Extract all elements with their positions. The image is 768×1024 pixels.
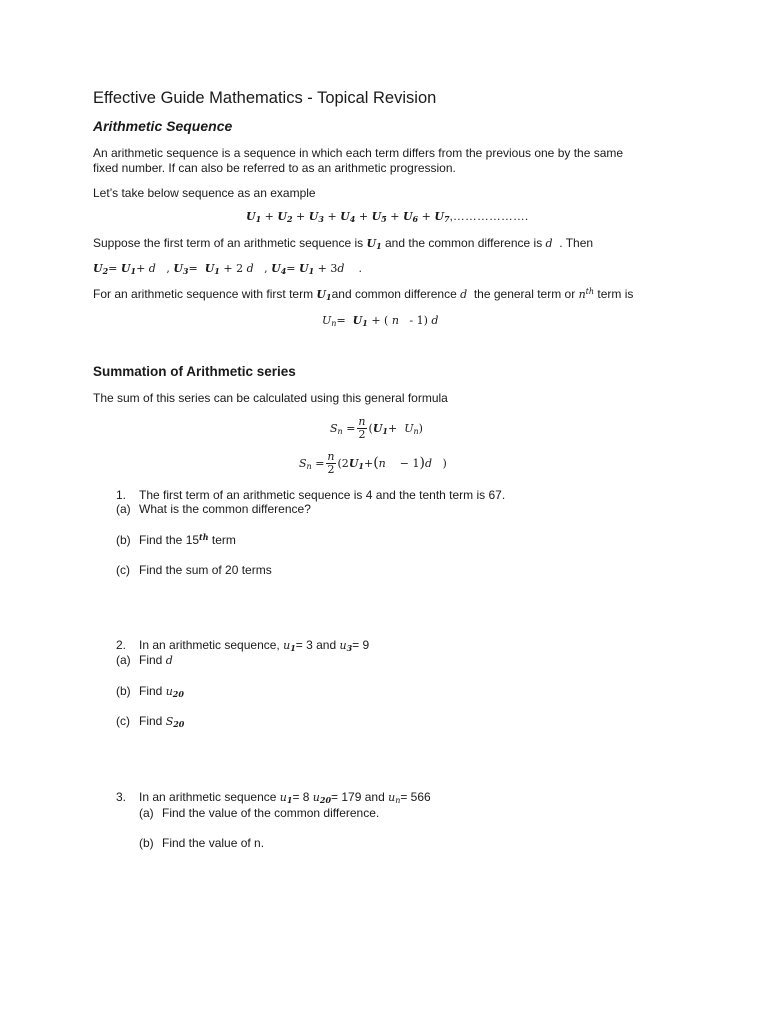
suppose-line: Suppose the first term of an arithmetic sequence is $U_1$ and the common difference is d . Then xyxy=(93,236,594,251)
q2-text-mid: = 3 and xyxy=(295,638,337,652)
q2-text-post: = 9 xyxy=(352,638,370,652)
section-heading-summation: Summation of Arithmetic series xyxy=(93,364,296,379)
q3-b-label: (b) xyxy=(139,836,154,850)
q3-text-pre: In an arithmetic sequence xyxy=(139,790,277,804)
q3-a-text: Find the value of the common difference. xyxy=(162,806,380,820)
terms-line: $U_2= U_1+ d$ , $U_3= U_1 + 2$ d , $U_4= U_1 + 3d$ . xyxy=(93,262,362,276)
example-intro: Let’s take below sequence as an example xyxy=(93,186,316,200)
q2-text: In an arithmetic sequence, $u_1= 3$ and $u_3= 9$ xyxy=(139,638,370,653)
section-heading-arithmetic-sequence: Arithmetic Sequence xyxy=(93,118,233,134)
q3-val3: = 566 xyxy=(400,790,431,804)
general-term-line: For an arithmetic sequence with first term $U_1and$ common difference d the general term or $n^{th}$ term is xyxy=(93,287,634,302)
definition-line-1: An arithmetic sequence is a sequence in which each term differs from the previous one by the same xyxy=(93,146,624,160)
q2-b-text: Find $u_{20}$ xyxy=(139,684,184,699)
q1-c-label: (c) xyxy=(116,563,130,577)
q1-a-text: What is the common difference? xyxy=(139,502,311,516)
general-term-pre: For an arithmetic sequence with first term xyxy=(93,287,314,301)
q2-c-label: (c) xyxy=(116,714,130,728)
q3-val1: = 8 xyxy=(292,790,310,804)
q1-text: The first term of an arithmetic sequence is 4 and the tenth term is 67. xyxy=(139,488,506,502)
q3-val2: = 179 and xyxy=(331,790,385,804)
q3-text: In an arithmetic sequence $u_1= 8$ $u_{20}= 179$ and $u_n= 566$ xyxy=(139,790,431,805)
series-dots: ,………………. xyxy=(449,209,529,223)
q2-c-find: Find xyxy=(139,714,163,728)
q2-c-text: Find $S_{20}$ xyxy=(139,714,185,729)
q3-b-text: Find the value of n. xyxy=(162,836,265,850)
general-term-formula: $U_n= U_1$ + ( n - 1) d xyxy=(322,314,439,328)
general-term-post: term is xyxy=(597,287,634,301)
general-term-mid: and common difference xyxy=(331,287,457,301)
page-title: Effective Guide Mathematics - Topical Revision xyxy=(93,89,437,107)
q1-a-label: (a) xyxy=(116,502,131,516)
sum-intro: The sum of this series can be calculated using this general formula xyxy=(93,391,448,405)
q3-number: 3. xyxy=(116,790,127,804)
series-expression: $U_1 + U_2 + U_3 + U_4 + U_5 + U_6$ + $U_7,\dots\dots\dots\dots\dots\dots$. xyxy=(246,209,529,224)
q2-a-find: Find xyxy=(139,653,163,667)
general-term-mid2: the general term or xyxy=(473,287,576,301)
q1-b-label: (b) xyxy=(116,533,131,547)
q2-text-pre: In an arithmetic sequence, xyxy=(139,638,280,652)
suppose-text-post: . Then xyxy=(559,236,594,250)
q1-c-text: Find the sum of 20 terms xyxy=(139,563,272,577)
q2-number: 2. xyxy=(116,638,127,652)
q2-a-text: Find d xyxy=(139,653,173,667)
q1-b-text: Find the 15th term xyxy=(139,532,236,547)
suppose-text-mid: and the common difference is xyxy=(385,236,543,250)
q2-b-label: (b) xyxy=(116,684,131,698)
q1-number: 1. xyxy=(116,488,127,502)
definition-line-2: fixed number. If can also be referred to as an arithmetic progression. xyxy=(93,161,456,175)
q1-b-text-pre: Find the 15 xyxy=(139,533,200,547)
sum-formula-2: $S_n$ = $\frac{n}{2}$ (2 $U_1$ + ( n − 1 ) d ) xyxy=(299,449,447,476)
q3-a-label: (a) xyxy=(139,806,154,820)
suppose-text-pre: Suppose the first term of an arithmetic sequence is xyxy=(93,236,364,250)
sum-formula-1: $S_n$ = $\frac{n}{2}$ ( $U_1$ + $U_n$ ) xyxy=(330,414,423,441)
q2-a-label: (a) xyxy=(116,653,131,667)
q2-b-find: Find xyxy=(139,684,163,698)
q1-b-text-post: term xyxy=(211,533,236,547)
